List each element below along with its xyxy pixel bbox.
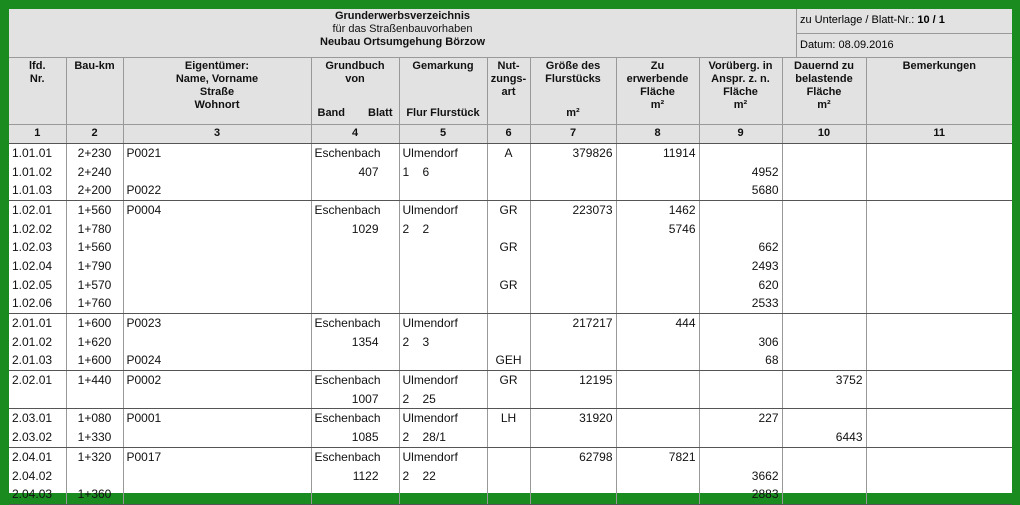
col-number: 1 <box>9 124 66 143</box>
cell-grundbuch: 1029 <box>311 219 399 238</box>
cell-permanent <box>782 389 866 408</box>
cell-grundbuch: 1085 <box>311 428 399 447</box>
cell-nr: 1.01.01 <box>9 143 66 162</box>
cell-permanent <box>782 181 866 200</box>
cell-gemarkung <box>399 257 487 276</box>
cell-nr: 1.01.03 <box>9 181 66 200</box>
cell-nutzungsart <box>487 181 530 200</box>
cell-temporary: 620 <box>699 275 782 294</box>
cell-grundbuch: Eschenbach <box>311 447 399 466</box>
cell-nutzungsart <box>487 485 530 504</box>
cell-grundbuch: 1354 <box>311 332 399 351</box>
cell-temporary: 68 <box>699 351 782 370</box>
cell-acquire <box>616 409 699 428</box>
cell-permanent <box>782 485 866 504</box>
cell-size <box>530 275 616 294</box>
cell-nutzungsart <box>487 332 530 351</box>
cell-nr: 2.04.01 <box>9 447 66 466</box>
cell-owner <box>123 294 311 313</box>
cell-remarks <box>866 389 1012 408</box>
cell-temporary <box>699 143 782 162</box>
col-number: 7 <box>530 124 616 143</box>
cell-nutzungsart: A <box>487 143 530 162</box>
cell-acquire <box>616 466 699 485</box>
cell-size: 217217 <box>530 313 616 332</box>
cell-nr: 2.01.02 <box>9 332 66 351</box>
cell-acquire <box>616 370 699 389</box>
cell-acquire <box>616 181 699 200</box>
cell-remarks <box>866 162 1012 181</box>
cell-temporary <box>699 447 782 466</box>
cell-remarks <box>866 313 1012 332</box>
col-header-grundbuch: Grundbuch von Band Blatt <box>311 58 399 124</box>
cell-size: 379826 <box>530 143 616 162</box>
title-block <box>9 9 797 58</box>
cell-size: 62798 <box>530 447 616 466</box>
cell-remarks <box>866 351 1012 370</box>
cell-gemarkung: Ulmendorf <box>399 143 487 162</box>
cell-gemarkung <box>399 238 487 257</box>
cell-grundbuch <box>311 238 399 257</box>
cell-temporary: 2493 <box>699 257 782 276</box>
cell-nr: 1.01.02 <box>9 162 66 181</box>
cell-baukm: 2+240 <box>66 162 123 181</box>
cell-gemarkung: 2 3 <box>399 332 487 351</box>
cell-gemarkung: Ulmendorf <box>399 313 487 332</box>
cell-acquire <box>616 162 699 181</box>
cell-nr: 1.02.05 <box>9 275 66 294</box>
cell-grundbuch <box>311 485 399 504</box>
cell-size: 12195 <box>530 370 616 389</box>
cell-nr: 1.02.04 <box>9 257 66 276</box>
table-row <box>9 466 1012 485</box>
table-row <box>9 143 1012 162</box>
cell-baukm: 1+330 <box>66 428 123 447</box>
cell-remarks <box>866 332 1012 351</box>
cell-owner: P0017 <box>123 447 311 466</box>
cell-grundbuch <box>311 275 399 294</box>
cell-acquire <box>616 485 699 504</box>
cell-permanent <box>782 351 866 370</box>
cell-permanent <box>782 143 866 162</box>
col-header-nutzungsart: Nut- zungs- art <box>487 58 530 124</box>
cell-acquire <box>616 332 699 351</box>
cell-nutzungsart <box>487 294 530 313</box>
cell-permanent <box>782 294 866 313</box>
document-title: Grunderwerbsverzeichnis <box>334 10 471 22</box>
col-number: 3 <box>123 124 311 143</box>
cell-baukm: 1+440 <box>66 370 123 389</box>
cell-size <box>530 238 616 257</box>
cell-nr: 2.01.03 <box>9 351 66 370</box>
table-row <box>9 409 1012 428</box>
cell-temporary: 3662 <box>699 466 782 485</box>
cell-remarks <box>866 257 1012 276</box>
cell-baukm: 1+320 <box>66 447 123 466</box>
cell-temporary: 5680 <box>699 181 782 200</box>
cell-baukm <box>66 466 123 485</box>
cell-baukm: 1+760 <box>66 294 123 313</box>
cell-permanent <box>782 409 866 428</box>
cell-temporary: 2533 <box>699 294 782 313</box>
cell-baukm: 1+560 <box>66 200 123 219</box>
cell-permanent <box>782 257 866 276</box>
cell-gemarkung: 2 22 <box>399 466 487 485</box>
cell-baukm: 2+230 <box>66 143 123 162</box>
table-row <box>9 219 1012 238</box>
cell-temporary: 227 <box>699 409 782 428</box>
cell-remarks <box>866 219 1012 238</box>
col-header-baukm: Bau-km <box>66 58 123 124</box>
cell-permanent <box>782 447 866 466</box>
cell-owner <box>123 389 311 408</box>
cell-remarks <box>866 238 1012 257</box>
cell-remarks <box>866 143 1012 162</box>
cell-gemarkung: Ulmendorf <box>399 370 487 389</box>
cell-nr: 1.02.06 <box>9 294 66 313</box>
cell-nr: 1.02.03 <box>9 238 66 257</box>
cell-grundbuch <box>311 181 399 200</box>
cell-remarks <box>866 485 1012 504</box>
cell-grundbuch: 1007 <box>311 389 399 408</box>
cell-baukm: 1+360 <box>66 485 123 504</box>
cell-permanent <box>782 275 866 294</box>
cell-baukm: 1+600 <box>66 351 123 370</box>
col-number: 5 <box>399 124 487 143</box>
col-number: 10 <box>782 124 866 143</box>
cell-nutzungsart <box>487 466 530 485</box>
cell-acquire: 7821 <box>616 447 699 466</box>
cell-size <box>530 485 616 504</box>
cell-size <box>530 466 616 485</box>
cell-temporary <box>699 200 782 219</box>
cell-remarks <box>866 275 1012 294</box>
cell-acquire <box>616 257 699 276</box>
register-sheet <box>9 9 1012 502</box>
table-row <box>9 200 1012 219</box>
cell-acquire <box>616 294 699 313</box>
table-row <box>9 181 1012 200</box>
col-number: 6 <box>487 124 530 143</box>
cell-baukm <box>66 389 123 408</box>
date-value: 08.09.2016 <box>838 39 894 51</box>
cell-nr: 2.04.03 <box>9 485 66 504</box>
cell-gemarkung <box>399 485 487 504</box>
cell-temporary <box>699 389 782 408</box>
col-number: 2 <box>66 124 123 143</box>
cell-owner: P0023 <box>123 313 311 332</box>
cell-size <box>530 219 616 238</box>
cell-nutzungsart <box>487 428 530 447</box>
cell-baukm: 1+080 <box>66 409 123 428</box>
cell-acquire: 5746 <box>616 219 699 238</box>
cell-owner <box>123 428 311 447</box>
cell-nutzungsart: LH <box>487 409 530 428</box>
cell-nutzungsart <box>487 219 530 238</box>
col-header-permanent: Dauernd zu belastende Fläche m² <box>782 58 866 124</box>
cell-grundbuch: Eschenbach <box>311 143 399 162</box>
document-subtitle: für das Straßenbauvorhaben <box>332 23 473 35</box>
col-number: 4 <box>311 124 399 143</box>
table-row <box>9 447 1012 466</box>
cell-owner <box>123 466 311 485</box>
col-header-size: Größe des Flurstücks m² <box>530 58 616 124</box>
cell-size: 223073 <box>530 200 616 219</box>
cell-nutzungsart: GR <box>487 200 530 219</box>
cell-acquire <box>616 428 699 447</box>
cell-owner <box>123 238 311 257</box>
cell-baukm: 1+600 <box>66 313 123 332</box>
cell-owner <box>123 162 311 181</box>
cell-nr: 2.02.01 <box>9 370 66 389</box>
cell-size: 31920 <box>530 409 616 428</box>
cell-nutzungsart <box>487 257 530 276</box>
table-row <box>9 162 1012 181</box>
date-box <box>797 34 1012 58</box>
cell-grundbuch: Eschenbach <box>311 409 399 428</box>
cell-temporary: 662 <box>699 238 782 257</box>
cell-grundbuch: Eschenbach <box>311 200 399 219</box>
cell-nr: 2.04.02 <box>9 466 66 485</box>
land-register-table <box>9 58 1012 505</box>
cell-permanent <box>782 162 866 181</box>
table-row <box>9 351 1012 370</box>
cell-size <box>530 257 616 276</box>
table-row <box>9 257 1012 276</box>
cell-baukm: 1+570 <box>66 275 123 294</box>
cell-permanent: 3752 <box>782 370 866 389</box>
cell-acquire: 1462 <box>616 200 699 219</box>
cell-size <box>530 162 616 181</box>
cell-remarks <box>866 428 1012 447</box>
cell-grundbuch <box>311 257 399 276</box>
cell-nutzungsart <box>487 162 530 181</box>
cell-temporary <box>699 370 782 389</box>
cell-nr: 2.03.01 <box>9 409 66 428</box>
cell-remarks <box>866 294 1012 313</box>
cell-permanent <box>782 219 866 238</box>
cell-permanent <box>782 332 866 351</box>
date-label: Datum: <box>800 39 836 51</box>
cell-owner: P0001 <box>123 409 311 428</box>
cell-gemarkung <box>399 275 487 294</box>
cell-nr: 1.02.01 <box>9 200 66 219</box>
cell-baukm: 1+560 <box>66 238 123 257</box>
table-row <box>9 485 1012 504</box>
cell-gemarkung: 2 25 <box>399 389 487 408</box>
cell-grundbuch: Eschenbach <box>311 313 399 332</box>
cell-remarks <box>866 370 1012 389</box>
cell-grundbuch <box>311 351 399 370</box>
col-number: 11 <box>866 124 1012 143</box>
cell-baukm: 2+200 <box>66 181 123 200</box>
cell-nr <box>9 389 66 408</box>
cell-gemarkung: 1 6 <box>399 162 487 181</box>
cell-owner <box>123 485 311 504</box>
reference-label: zu Unterlage / Blatt-Nr.: <box>800 14 915 26</box>
cell-owner <box>123 219 311 238</box>
cell-grundbuch: Eschenbach <box>311 370 399 389</box>
col-header-acquire: Zu erwerbende Fläche m² <box>616 58 699 124</box>
cell-nutzungsart: GR <box>487 238 530 257</box>
cell-grundbuch: 1122 <box>311 466 399 485</box>
cell-permanent <box>782 313 866 332</box>
cell-owner: P0021 <box>123 143 311 162</box>
table-row <box>9 294 1012 313</box>
cell-acquire <box>616 275 699 294</box>
col-number: 9 <box>699 124 782 143</box>
cell-remarks <box>866 447 1012 466</box>
cell-remarks <box>866 181 1012 200</box>
cell-nutzungsart: GR <box>487 275 530 294</box>
col-number: 8 <box>616 124 699 143</box>
cell-temporary: 2883 <box>699 485 782 504</box>
col-header-temporary: Vorüberg. in Anspr. z. n. Fläche m² <box>699 58 782 124</box>
cell-temporary <box>699 219 782 238</box>
cell-remarks <box>866 409 1012 428</box>
table-row <box>9 275 1012 294</box>
cell-gemarkung: 2 28/1 <box>399 428 487 447</box>
cell-size <box>530 351 616 370</box>
table-row <box>9 313 1012 332</box>
cell-gemarkung: Ulmendorf <box>399 447 487 466</box>
table-row <box>9 238 1012 257</box>
cell-acquire: 444 <box>616 313 699 332</box>
cell-gemarkung <box>399 294 487 313</box>
cell-baukm: 1+620 <box>66 332 123 351</box>
cell-temporary: 4952 <box>699 162 782 181</box>
table-row <box>9 428 1012 447</box>
cell-baukm: 1+790 <box>66 257 123 276</box>
cell-owner: P0024 <box>123 351 311 370</box>
cell-size <box>530 389 616 408</box>
cell-nutzungsart: GR <box>487 370 530 389</box>
cell-temporary <box>699 313 782 332</box>
col-header-nr: lfd. Nr. <box>9 58 66 124</box>
cell-nutzungsart: GEH <box>487 351 530 370</box>
cell-gemarkung: Ulmendorf <box>399 409 487 428</box>
cell-acquire <box>616 389 699 408</box>
table-body <box>9 143 1012 504</box>
cell-permanent <box>782 238 866 257</box>
cell-nr: 2.01.01 <box>9 313 66 332</box>
cell-owner <box>123 332 311 351</box>
col-header-remarks: Bemerkungen <box>866 58 1012 124</box>
cell-acquire <box>616 238 699 257</box>
cell-owner: P0002 <box>123 370 311 389</box>
cell-owner: P0022 <box>123 181 311 200</box>
table-row <box>9 332 1012 351</box>
cell-temporary: 306 <box>699 332 782 351</box>
cell-nutzungsart <box>487 313 530 332</box>
cell-nutzungsart <box>487 389 530 408</box>
cell-gemarkung: Ulmendorf <box>399 200 487 219</box>
col-header-gemarkung: Gemarkung Flur Flurstück <box>399 58 487 124</box>
cell-temporary <box>699 428 782 447</box>
cell-size <box>530 294 616 313</box>
table-row <box>9 389 1012 408</box>
cell-nr: 1.02.02 <box>9 219 66 238</box>
cell-nr: 2.03.02 <box>9 428 66 447</box>
cell-baukm: 1+780 <box>66 219 123 238</box>
table-row <box>9 370 1012 389</box>
cell-remarks <box>866 466 1012 485</box>
cell-owner <box>123 275 311 294</box>
cell-nutzungsart <box>487 447 530 466</box>
col-header-owner: Eigentümer: Name, Vorname Straße Wohnort <box>123 58 311 124</box>
cell-owner: P0004 <box>123 200 311 219</box>
cell-size <box>530 332 616 351</box>
cell-grundbuch <box>311 294 399 313</box>
reference-value: 10 / 1 <box>917 14 945 26</box>
cell-gemarkung <box>399 181 487 200</box>
cell-permanent <box>782 466 866 485</box>
cell-remarks <box>866 200 1012 219</box>
cell-size <box>530 181 616 200</box>
reference-box <box>797 9 1012 34</box>
cell-size <box>530 428 616 447</box>
project-name: Neubau Ortsumgehung Börzow <box>320 36 485 48</box>
cell-acquire <box>616 351 699 370</box>
cell-acquire: 11914 <box>616 143 699 162</box>
cell-permanent: 6443 <box>782 428 866 447</box>
cell-grundbuch: 407 <box>311 162 399 181</box>
cell-permanent <box>782 200 866 219</box>
cell-gemarkung <box>399 351 487 370</box>
cell-owner <box>123 257 311 276</box>
cell-gemarkung: 2 2 <box>399 219 487 238</box>
